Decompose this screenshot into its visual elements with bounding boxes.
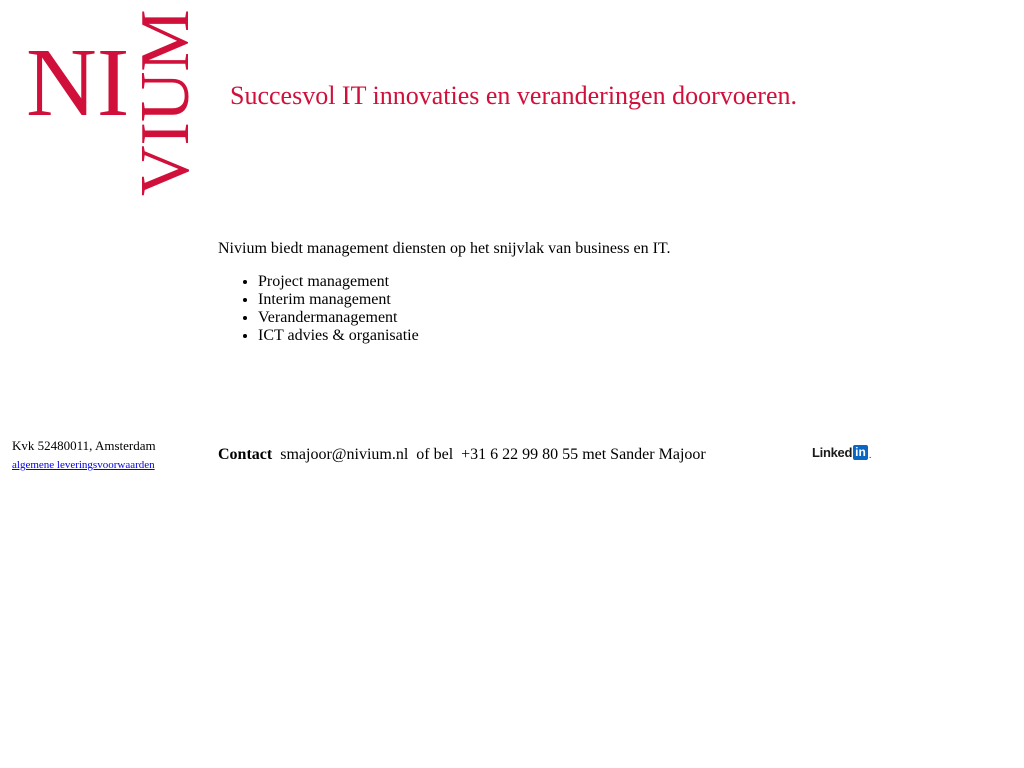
linkedin-icon[interactable] (812, 443, 872, 461)
linkedin-in-box: in (855, 444, 866, 459)
tagline: Succesvol IT innovaties en veranderingen doorvoeren. (230, 81, 797, 110)
logo-vium-letters: VIUM (127, 9, 204, 196)
contact-or: of bel (416, 446, 454, 463)
intro-text: Nivium biedt management diensten op het snijvlak van business en IT. (218, 240, 671, 257)
logo-ni-letters: NI (26, 29, 130, 137)
services-list (218, 273, 419, 345)
contact-email: smajoor@nivium.nl (280, 446, 409, 463)
list-item: • Project management (258, 273, 419, 291)
contact-line (218, 445, 706, 465)
terms-link[interactable]: algemene leveringsvoorwaarden (12, 459, 155, 471)
contact-person: met Sander Majoor (582, 446, 706, 463)
nivium-logo (26, 9, 204, 200)
company-registration: Kvk 52480011, Amsterdam (12, 438, 156, 453)
linkedin-dot: . (868, 450, 872, 461)
list-item: • Interim management (258, 291, 419, 309)
list-item: • Verandermanagement (258, 309, 419, 327)
linkedin-word: Linked (812, 444, 853, 460)
contact-label: Contact (218, 446, 273, 463)
list-item: • ICT advies & organisatie (258, 327, 419, 345)
contact-phone: +31 6 22 99 80 55 (461, 446, 579, 463)
nivium-logo-mark (26, 9, 204, 200)
